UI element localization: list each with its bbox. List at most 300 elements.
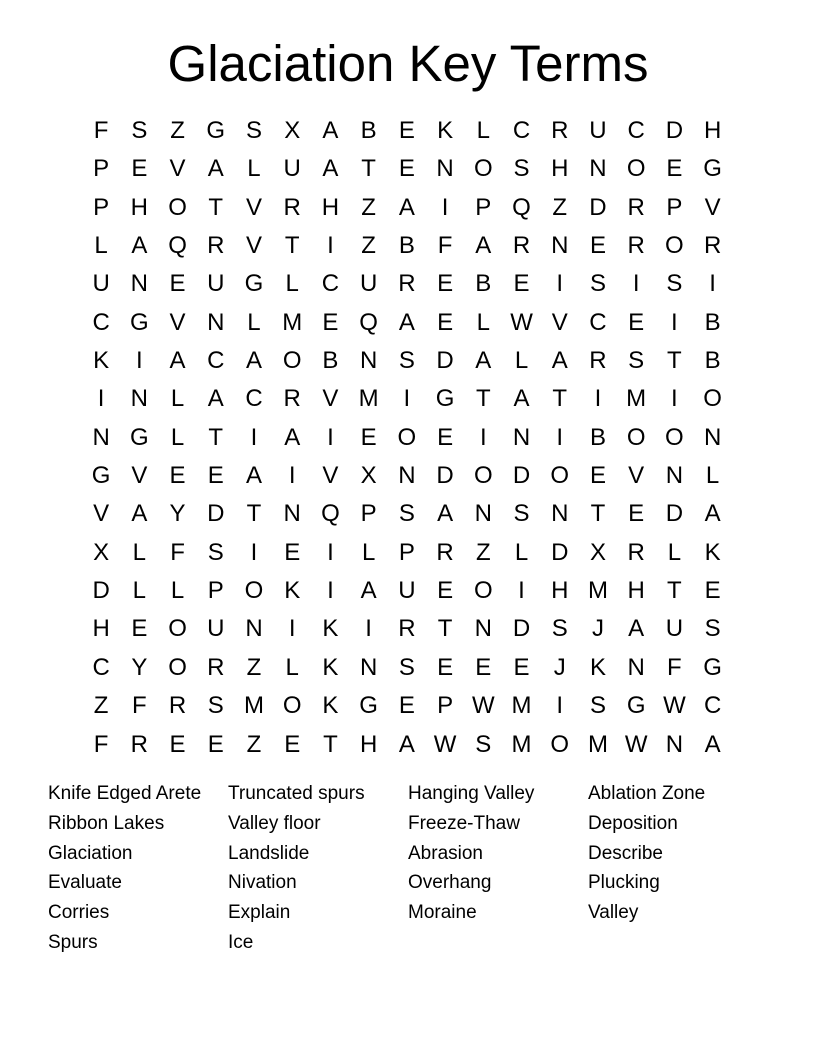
grid-cell: U [207,615,225,643]
word-item: Hanging Valley [408,783,535,804]
grid-cell: N [283,500,301,528]
word-item: Nivation [228,872,297,894]
grid-cell: S [589,270,606,298]
grid-cell: D [436,462,454,490]
grid-cell: R [551,117,569,144]
grid-cell: L [361,538,376,566]
grid-cell: I [250,423,258,451]
grid-row [82,687,732,725]
grid-cell: U [398,577,416,605]
grid-cell: M [626,385,647,413]
grid-row [82,534,732,572]
grid-cell: O [282,347,302,375]
grid-cell: A [207,385,224,413]
grid-cell: K [93,347,110,375]
grid-cell: O [626,155,646,183]
grid-cell: Z [246,653,262,681]
grid-cell: R [627,193,645,221]
grid-cell: T [284,232,300,260]
grid-cell: G [129,423,149,451]
grid-cell: L [247,308,261,336]
word-item: Glaciation [48,842,133,864]
grid-row [82,572,732,610]
grid-cell: T [437,615,453,643]
grid-cell: M [358,385,379,413]
grid-cell: A [398,193,415,221]
grid-cell: E [398,117,415,144]
grid-cell: E [437,423,454,451]
grid-row [82,227,732,265]
word-item: Knife Edged Arete [48,783,202,804]
grid-cell: T [361,155,376,183]
grid-cell: I [594,385,602,413]
grid-cell: Q [512,193,531,221]
grid-cell: H [627,577,645,605]
grid-cell: F [93,730,109,758]
grid-cell: E [437,577,454,605]
page-title: Glaciation Key Terms [167,35,649,92]
grid-cell: A [704,730,721,758]
word-column [588,779,768,958]
grid-cell: D [92,577,110,605]
grid-cell: N [474,615,492,643]
grid-cell: A [131,500,148,528]
grid-cell: A [704,500,721,528]
grid-cell: H [551,577,569,605]
grid-cell: W [663,692,686,720]
grid-cell: N [359,653,378,681]
grid-cell: C [321,270,340,298]
grid-cell: O [282,692,302,720]
grid-cell: F [667,653,682,681]
grid-cell: T [323,730,338,758]
grid-cell: T [475,385,491,413]
grid-cell: S [207,692,224,720]
grid-cell: O [168,193,187,221]
grid-cell: L [170,577,185,605]
grid-cell: H [130,193,148,221]
word-item: Ice [228,931,254,953]
grid-cell: L [476,117,490,144]
grid-cell: I [288,462,296,490]
word-column [48,779,228,958]
grid-cell: S [245,117,262,144]
grid-cell: T [208,423,224,451]
grid-cell: S [131,117,148,144]
grid-cell: S [513,500,530,528]
grid-cell: A [475,347,492,375]
grid-cell: V [245,232,262,260]
grid-cell: S [398,653,415,681]
word-item: Overhang [408,872,492,894]
grid-cell: O [550,730,570,758]
grid-cell: Y [131,653,148,681]
word-item: Describe [588,842,663,864]
grid-cell: F [131,692,147,720]
grid-cell: O [665,232,684,260]
grid-cell: U [665,615,684,643]
grid-cell: M [587,730,608,758]
grid-cell: H [359,730,378,758]
grid-cell: L [132,577,146,605]
grid-row [82,726,732,764]
grid-cell: G [244,270,264,298]
grid-cell: V [322,462,339,490]
grid-row [82,342,732,380]
grid-cell: O [168,653,187,681]
word-column [228,779,408,958]
grid-row [82,610,732,648]
grid-cell: I [97,385,105,413]
grid-cell: L [667,538,682,566]
grid-cell: A [628,615,645,643]
word-item: Evaluate [48,872,122,894]
grid-cell: T [208,193,224,221]
grid-cell: R [168,692,187,720]
grid-cell: A [169,347,186,375]
grid-cell: L [170,385,185,413]
grid-cell: N [359,347,378,375]
grid-cell: E [360,423,377,451]
grid-cell: R [436,538,454,566]
word-item: Ribbon Lakes [48,812,165,834]
grid-cell: D [436,347,454,375]
grid-cell: S [398,347,415,375]
word-item: Valley floor [228,812,321,834]
grid-cell: E [169,462,186,490]
grid-cell: L [514,538,529,566]
grid-row [82,495,732,533]
grid-cell: O [168,615,187,643]
grid-cell: V [628,462,645,490]
word-item: Plucking [588,872,660,894]
grid-row [82,150,732,188]
grid-cell: B [704,347,721,375]
grid-cell: S [589,692,606,720]
grid-cell: V [169,308,186,336]
grid-cell: E [513,653,530,681]
grid-cell: E [628,500,645,528]
word-item: Spurs [48,931,98,953]
grid-cell: P [475,193,492,221]
grid-cell: N [474,500,492,528]
grid-cell: E [666,155,683,183]
grid-cell: C [589,308,607,336]
grid-cell: R [283,193,301,221]
grid-cell: D [665,117,684,144]
grid-cell: N [512,423,531,451]
grid-cell: F [170,538,185,566]
word-item: Explain [228,902,291,924]
grid-cell: E [131,155,148,183]
grid-cell: W [471,692,495,720]
grid-cell: L [285,653,299,681]
grid-cell: E [704,577,721,605]
grid-cell: O [473,462,493,490]
grid-cell: O [473,155,493,183]
grid-cell: G [91,462,111,490]
grid-cell: K [322,692,339,720]
grid-cell: R [207,653,225,681]
grid-cell: K [322,615,339,643]
grid-cell: S [475,730,492,758]
letter-grid [82,112,732,764]
word-item: Truncated spurs [228,783,365,804]
grid-cell: D [589,193,607,221]
grid-cell: N [551,500,569,528]
grid-cell: O [665,423,684,451]
grid-cell: I [709,270,716,298]
grid-cell: A [398,730,415,758]
grid-cell: X [589,538,606,566]
grid-cell: L [132,538,146,566]
grid-cell: B [398,232,415,260]
grid-cell: I [479,423,487,451]
word-list [48,779,768,958]
grid-cell: I [671,385,678,413]
grid-cell: L [94,232,108,260]
grid-cell: A [131,232,148,260]
grid-cell: R [398,615,416,643]
grid-cell: O [397,423,417,451]
grid-cell: C [92,653,110,681]
grid-cell: Q [359,308,378,336]
grid-cell: A [551,347,568,375]
grid-cell: E [589,462,606,490]
grid-cell: C [92,308,110,336]
grid-cell: S [704,615,721,643]
grid-cell: K [284,577,301,605]
grid-cell: K [589,653,606,681]
grid-cell: V [245,193,262,221]
grid-cell: I [556,423,564,451]
grid-cell: N [92,423,110,451]
word-item: Deposition [588,812,678,834]
grid-cell: P [93,155,110,183]
grid-row [82,265,732,303]
grid-cell: M [243,692,264,720]
word-item: Abrasion [408,842,483,864]
grid-cell: E [169,730,186,758]
grid-cell: M [587,577,608,605]
grid-cell: U [207,270,225,298]
grid-cell: G [206,117,226,144]
grid-cell: T [590,500,606,528]
grid-cell: E [589,232,606,260]
grid-cell: E [398,155,415,183]
grid-cell: I [135,347,143,375]
grid-cell: Y [169,500,186,528]
grid-cell: D [207,500,225,528]
grid-cell: H [703,117,722,144]
grid-cell: V [169,155,186,183]
grid-cell: A [475,232,492,260]
grid-cell: V [322,385,339,413]
grid-cell: Q [168,232,187,260]
grid-cell: I [441,193,449,221]
grid-cell: P [93,193,110,221]
grid-cell: G [129,308,149,336]
grid-cell: V [551,308,568,336]
grid-row [82,304,732,342]
grid-cell: N [130,270,148,298]
grid-cell: X [360,462,377,490]
grid-cell: P [437,692,454,720]
grid-cell: Z [552,193,568,221]
grid-cell: G [703,653,722,681]
grid-cell: D [665,500,684,528]
grid-cell: P [207,577,224,605]
grid-cell: L [170,423,185,451]
grid-cell: A [284,423,301,451]
grid-cell: O [550,462,570,490]
grid-cell: I [403,385,411,413]
grid-cell: H [321,193,340,221]
grid-cell: E [513,270,530,298]
grid-cell: N [130,385,148,413]
grid-cell: U [359,270,378,298]
grid-cell: E [131,615,148,643]
grid-cell: T [552,385,568,413]
grid-cell: B [475,270,492,298]
grid-row [82,649,732,687]
grid-cell: A [360,577,377,605]
word-item: Landslide [228,842,310,864]
grid-cell: E [322,308,339,336]
word-item: Corries [48,902,110,924]
grid-cell: C [627,117,645,144]
grid-cell: C [207,347,225,375]
grid-cell: E [628,308,645,336]
grid-cell: A [207,155,224,183]
grid-cell: I [250,538,258,566]
grid-cell: I [327,232,334,260]
grid-cell: K [322,653,339,681]
grid-cell: T [246,500,262,528]
grid-cell: G [359,692,378,720]
grid-cell: M [511,692,532,720]
grid-cell: E [475,653,492,681]
grid-cell: E [398,692,415,720]
grid-cell: E [207,730,224,758]
grid-cell: I [365,615,372,643]
grid-cell: A [322,155,339,183]
grid-cell: R [512,232,531,260]
grid-cell: Z [361,232,376,260]
grid-cell: O [473,577,493,605]
grid-cell: D [551,538,569,566]
grid-cell: I [556,270,564,298]
grid-cell: T [667,347,682,375]
grid-cell: R [130,730,148,758]
grid-cell: O [626,423,646,451]
grid-cell: I [327,577,334,605]
grid-cell: A [437,500,454,528]
grid-cell: A [322,117,339,144]
grid-cell: N [665,730,684,758]
grid-cell: N [627,653,645,681]
grid-cell: C [245,385,263,413]
grid-row [82,380,732,418]
grid-cell: P [666,193,683,221]
grid-cell: N [551,232,569,260]
grid-cell: K [704,538,721,566]
grid-cell: V [131,462,148,490]
grid-row [82,419,732,457]
grid-cell: M [282,308,303,336]
grid-cell: C [512,117,531,144]
grid-cell: N [436,155,454,183]
grid-cell: R [398,270,416,298]
grid-cell: W [624,730,648,758]
grid-cell: L [476,308,490,336]
grid-cell: W [510,308,533,336]
grid-cell: A [398,308,415,336]
grid-cell: A [245,462,262,490]
grid-cell: G [435,385,455,413]
grid-cell: H [92,615,110,643]
grid-row [82,112,732,150]
grid-cell: B [589,423,606,451]
word-item: Moraine [408,902,477,924]
word-item: Freeze-Thaw [408,812,520,834]
grid-cell: N [207,308,225,336]
grid-cell: R [589,347,607,375]
grid-cell: Q [321,500,340,528]
grid-cell: V [704,193,721,221]
grid-cell: C [703,692,722,720]
grid-cell: T [667,577,682,605]
grid-cell: F [93,117,109,144]
grid-cell: I [327,538,334,566]
grid-cell: U [92,270,110,298]
grid-cell: U [283,155,301,183]
grid-cell: N [398,462,416,490]
grid-cell: L [247,155,261,183]
grid-cell: G [703,155,722,183]
grid-cell: J [553,653,566,681]
grid-cell: S [398,500,415,528]
word-column [408,779,588,958]
grid-cell: A [245,347,262,375]
grid-cell: L [514,347,529,375]
grid-cell: B [704,308,721,336]
grid-cell: L [705,462,720,490]
grid-cell: S [628,347,645,375]
word-item: Ablation Zone [588,783,706,804]
grid-cell: Z [170,117,185,144]
grid-cell: N [245,615,263,643]
grid-cell: E [437,308,454,336]
grid-row [82,189,732,227]
grid-cell: R [627,232,645,260]
grid-cell: Z [93,692,109,720]
grid-cell: I [518,577,525,605]
grid-cell: G [626,692,646,720]
grid-cell: S [513,155,530,183]
grid-cell: V [93,500,110,528]
grid-cell: O [703,385,722,413]
grid-cell: X [93,538,110,566]
grid-cell: R [207,232,225,260]
grid-cell: Z [361,193,376,221]
grid-cell: S [207,538,224,566]
grid-cell: U [589,117,607,144]
word-item: Valley [588,902,639,924]
grid-row [82,457,732,495]
grid-cell: S [551,615,568,643]
grid-cell: E [169,270,186,298]
